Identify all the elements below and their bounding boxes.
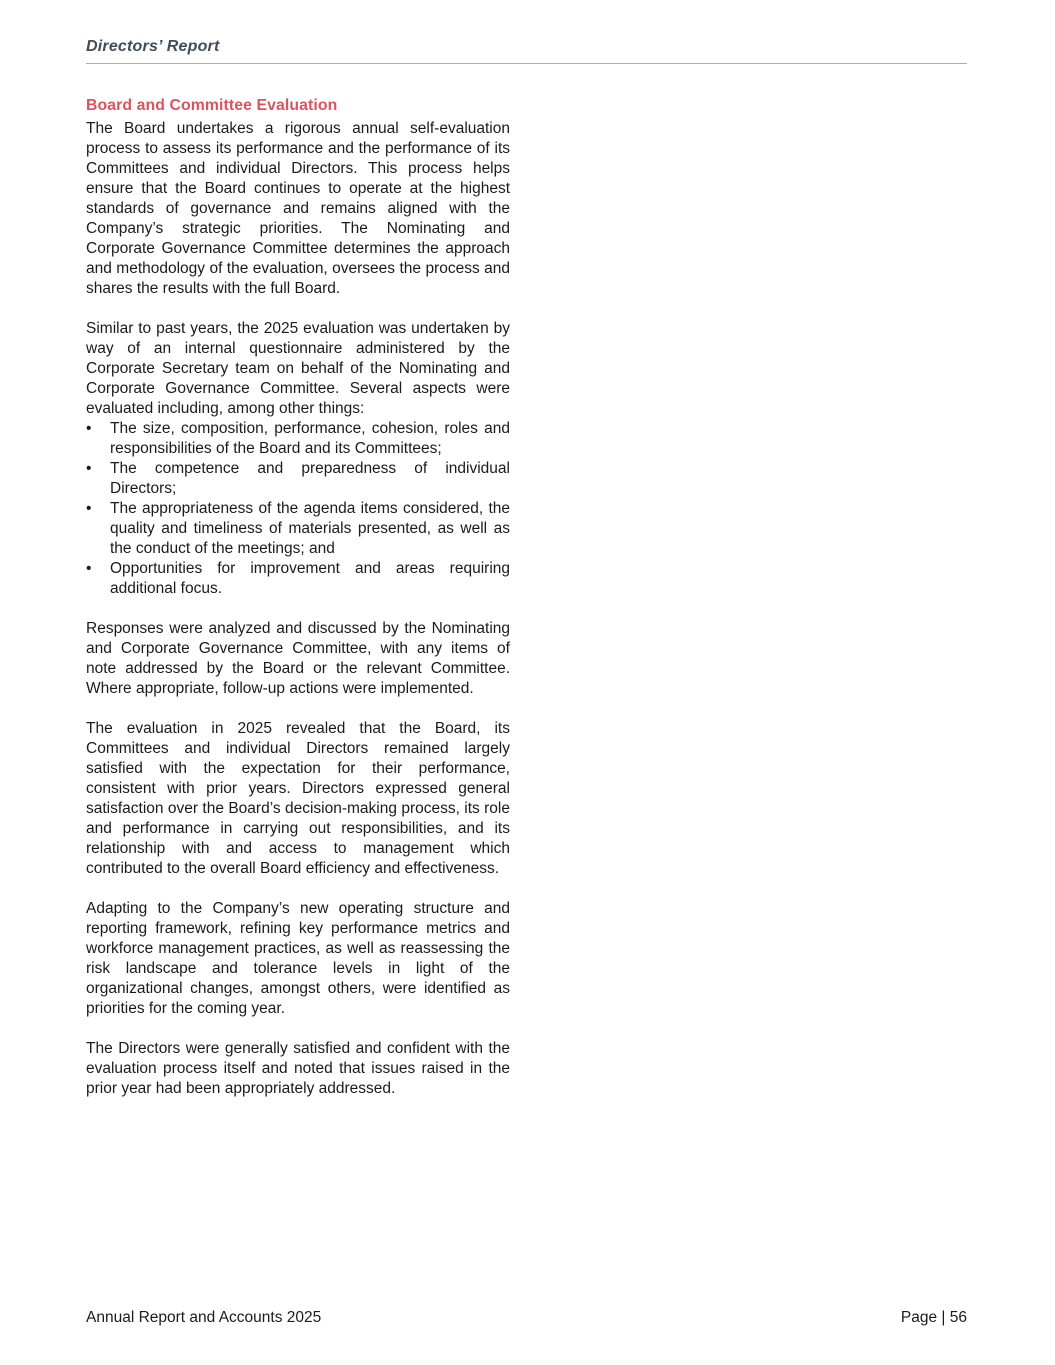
footer-page-number: Page | 56 bbox=[900, 1309, 967, 1326]
bullet-item bbox=[86, 419, 510, 459]
page-footer bbox=[86, 1309, 967, 1327]
paragraph-method: Similar to past years, the 2025 evaluation was undertaken by way of an internal questionnaire administered by the Corporate Secretary team on behalf of the Nominating and Corporate Governance Committee. Several aspects were evaluated including, among other things: bbox=[86, 320, 510, 417]
footer-report-title: Annual Report and Accounts 2025 bbox=[86, 1309, 322, 1326]
paragraph-adapting: Adapting to the Company’s new operating structure and reporting framework, refining key performance metrics and workforce management practices, as well as reassessing the risk landscape and tolerance levels in light of the organizational changes, amongst others, were identified as priorities for the coming year. bbox=[86, 900, 510, 1017]
bullet-marker: • bbox=[86, 460, 92, 477]
bullet-text: The size, composition, performance, cohesion, roles and responsibilities of the Board and its Committees; bbox=[110, 420, 510, 457]
bullet-marker: • bbox=[86, 500, 92, 517]
running-header-title: Directors’ Report bbox=[86, 38, 220, 55]
paragraph-intro: The Board undertakes a rigorous annual self-evaluation process to assess its performance and the performance of its Committees and individual Directors. This process helps ensure that the Board continues to operate at the highest standards of governance and remains aligned with the Company’s strategic priorities. The Nominating and Corporate Governance Committee determines the approach and methodology of the evaluation, oversees the process and shares the results with the full Board. bbox=[86, 120, 510, 297]
bullet-text: The appropriateness of the agenda items considered, the quality and timeliness of materials presented, as well as the conduct of the meetings; and bbox=[110, 500, 510, 557]
bullet-item bbox=[86, 559, 510, 599]
bullet-text: The competence and preparedness of individual Directors; bbox=[110, 460, 510, 497]
bullet-marker: • bbox=[86, 560, 92, 577]
bullet-item bbox=[86, 499, 510, 559]
header-rule bbox=[86, 63, 967, 64]
paragraph-results: The evaluation in 2025 revealed that the Board, its Committees and individual Directors remained largely satisfied with the expectation for their performance, consistent with prior years. Directors expressed general satisfaction over the Board’s decision-making process, its role and performance in carrying out responsibilities, and its relationship with and access to management which contributed to the overall Board efficiency and effectiveness. bbox=[86, 720, 510, 877]
paragraph-responses: Responses were analyzed and discussed by the Nominating and Corporate Governance Committee, with any items of note addressed by the Board or the relevant Committee. Where appropriate, follow-up actions were implemented. bbox=[86, 620, 510, 697]
bullet-list bbox=[86, 419, 510, 599]
section-heading: Board and Committee Evaluation bbox=[86, 97, 338, 114]
content-column bbox=[86, 97, 510, 1099]
bullet-marker: • bbox=[86, 420, 92, 437]
paragraph-confidence: The Directors were generally satisfied and confident with the evaluation process itself and noted that issues raised in the prior year had been appropriately addressed. bbox=[86, 1040, 510, 1097]
bullet-text: Opportunities for improvement and areas requiring additional focus. bbox=[110, 560, 510, 597]
page-header bbox=[86, 38, 967, 64]
bullet-item bbox=[86, 459, 510, 499]
